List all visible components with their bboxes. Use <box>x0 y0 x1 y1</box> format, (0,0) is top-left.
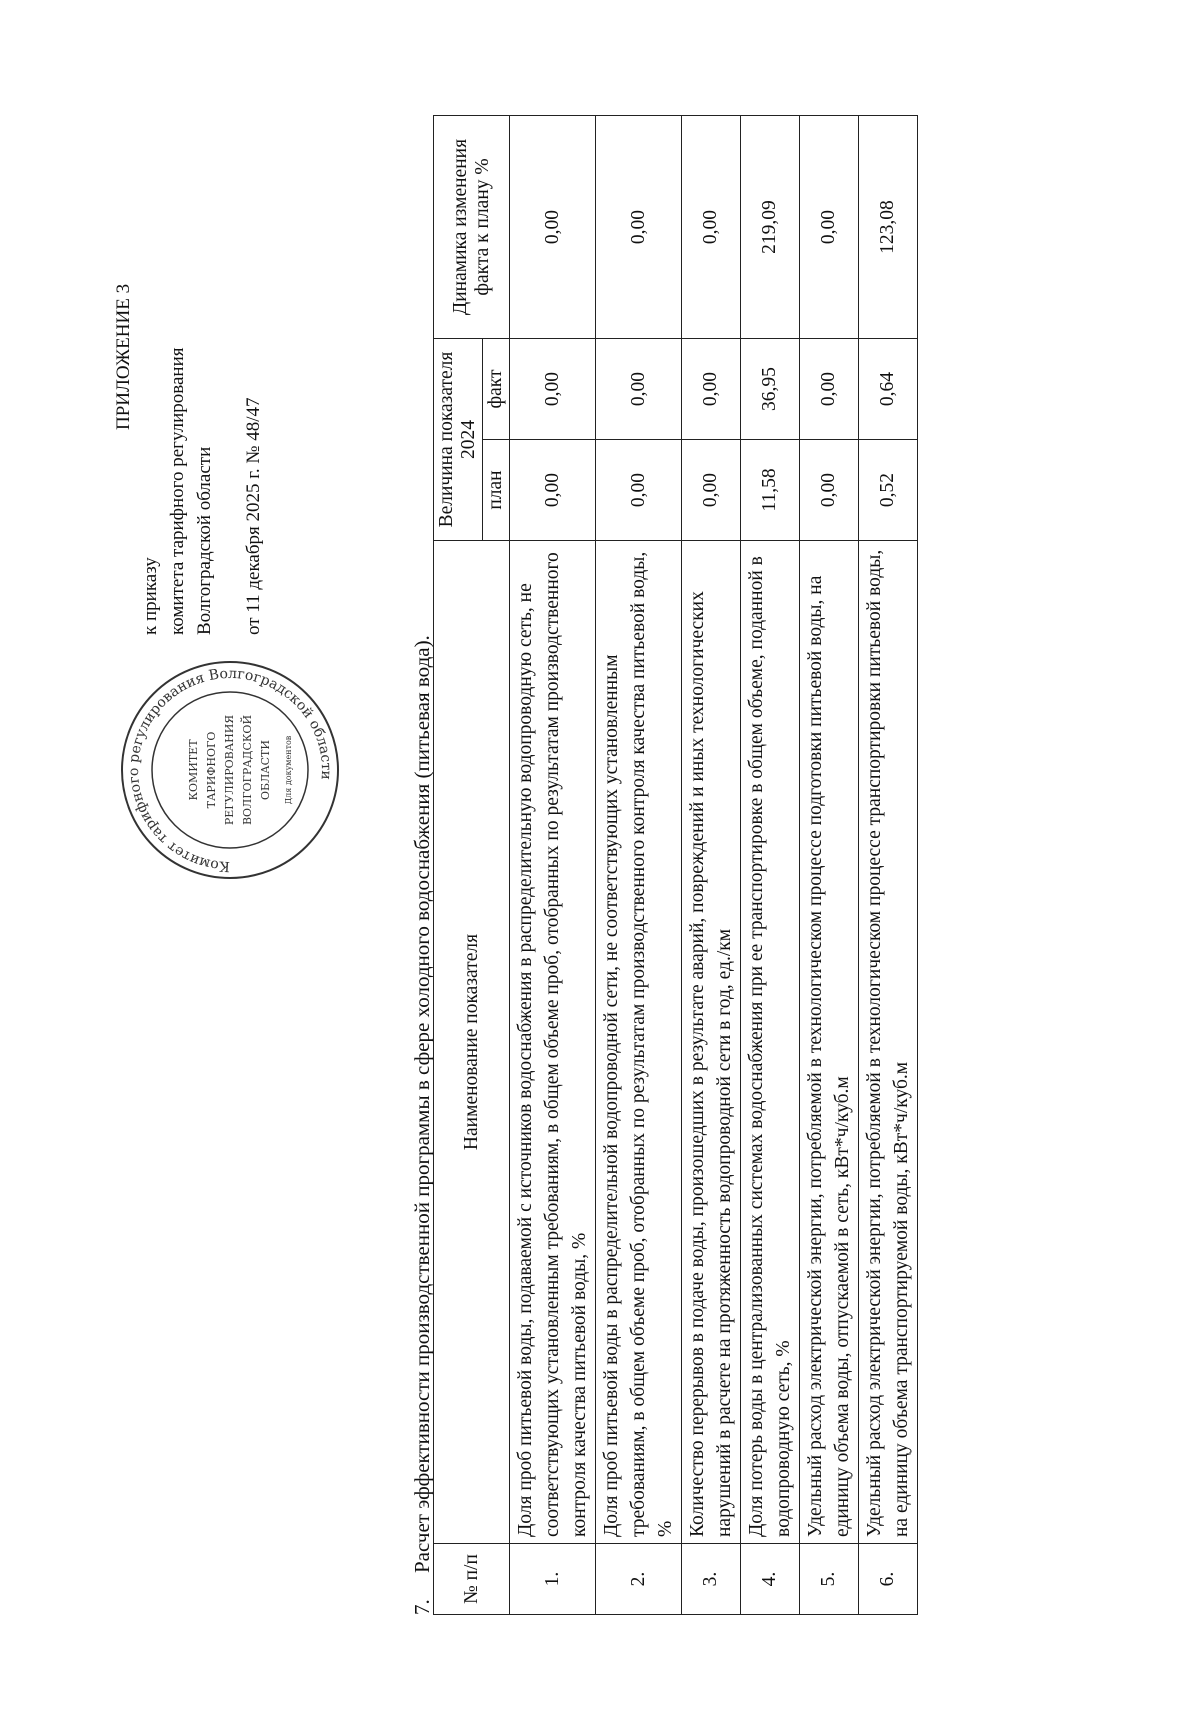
row-plan: 0,00 <box>510 440 596 541</box>
stamp-seal-icon <box>115 655 345 885</box>
table-row <box>596 116 682 1615</box>
region-name: Волгоградской области <box>194 446 215 635</box>
row-name: Удельный расход электрической энергии, потребляемой в технологическом процессе транспортировки питьевой воды, на единицу объема транспортируемой воды, кВт*ч/куб.м <box>859 541 918 1544</box>
appendix-header <box>110 115 267 635</box>
row-num: 6. <box>859 1544 918 1615</box>
row-name: Доля проб питьевой воды в распределительной водопроводной сети, не соответствующих установленным требованиям, в общем объеме проб, отобранных по результатам производственного контроля качества питьевой воды, % <box>596 541 682 1544</box>
row-plan: 0,00 <box>596 440 682 541</box>
section-heading <box>410 635 435 1615</box>
table-row <box>859 116 918 1615</box>
official-stamp <box>115 655 345 885</box>
stamp-line-3: РЕГУЛИРОВАНИЯ <box>223 714 236 826</box>
stamp-ring-text: Комитет тарифного регулирования Волгоградской области <box>125 665 335 875</box>
row-dynamics: 0,00 <box>510 116 596 339</box>
header-fact: факт <box>483 339 510 440</box>
header-plan: план <box>483 440 510 541</box>
row-fact: 0,00 <box>682 339 741 440</box>
row-plan: 0,00 <box>800 440 859 541</box>
efficiency-table <box>433 115 918 1615</box>
table-row <box>741 116 800 1615</box>
row-num: 3. <box>682 1544 741 1615</box>
row-num: 5. <box>800 1544 859 1615</box>
section-title: Расчет эффективности производственной программы в сфере холодного водоснабжения (питьевая вода). <box>410 635 434 1573</box>
row-name: Количество перерывов в подаче воды, произошедших в результате аварий, повреждений и иных технологических нарушений в расчете на протяженность водопроводной сети в год, ед./км <box>682 541 741 1544</box>
row-plan: 11,58 <box>741 440 800 541</box>
row-dynamics: 123,08 <box>859 116 918 339</box>
row-dynamics: 0,00 <box>596 116 682 339</box>
table-row <box>510 116 596 1615</box>
order-reference: к приказу <box>140 557 161 635</box>
header-name: Наименование показателя <box>434 541 510 1544</box>
header-value: Величина показателя 2024 <box>434 339 483 541</box>
stamp-line-5: ОБЛАСТИ <box>259 740 272 800</box>
row-name: Удельный расход электрической энергии, потребляемой в технологическом процессе подготовки питьевой воды, на единицу объема воды, отпускаемой в сеть, кВт*ч/куб.м <box>800 541 859 1544</box>
row-fact: 0,00 <box>510 339 596 440</box>
stamp-bottom-text: Для документов <box>284 735 293 805</box>
row-num: 4. <box>741 1544 800 1615</box>
table-row <box>800 116 859 1615</box>
header-num: № п/п <box>434 1544 510 1615</box>
committee-name: комитета тарифного регулирования <box>167 347 188 635</box>
row-plan: 0,00 <box>682 440 741 541</box>
row-dynamics: 219,09 <box>741 116 800 339</box>
row-fact: 36,95 <box>741 339 800 440</box>
header-dynamics: Динамика изменения факта к плану % <box>434 116 510 339</box>
row-dynamics: 0,00 <box>682 116 741 339</box>
row-fact: 0,00 <box>596 339 682 440</box>
stamp-line-2: ТАРИФНОГО <box>205 731 218 809</box>
stamp-line-4: ВОЛГОГРАДСКОЙ <box>241 714 254 826</box>
row-fact: 0,64 <box>859 339 918 440</box>
stamp-line-1: КОМИТЕТ <box>187 739 200 801</box>
table-row <box>682 116 741 1615</box>
document-sheet <box>55 85 1145 1645</box>
appendix-title: ПРИЛОЖЕНИЕ 3 <box>113 283 134 430</box>
row-name: Доля потерь воды в централизованных системах водоснабжения при ее транспортировке в общем объеме, поданной в водопроводную сеть, % <box>741 541 800 1544</box>
table-header-row <box>434 116 483 1615</box>
row-num: 1. <box>510 1544 596 1615</box>
row-dynamics: 0,00 <box>800 116 859 339</box>
row-fact: 0,00 <box>800 339 859 440</box>
row-num: 2. <box>596 1544 682 1615</box>
section-number: 7. <box>410 1599 434 1615</box>
row-plan: 0,52 <box>859 440 918 541</box>
row-name: Доля проб питьевой воды, подаваемой с источников водоснабжения в распределительную водопроводную сеть, не соответствующих установленным требованиям, в общем объеме проб, отобранных по результатам производственного контроля качества питьевой воды, % <box>510 541 596 1544</box>
order-date: от 11 декабря 2025 г. № 48/47 <box>243 397 264 635</box>
